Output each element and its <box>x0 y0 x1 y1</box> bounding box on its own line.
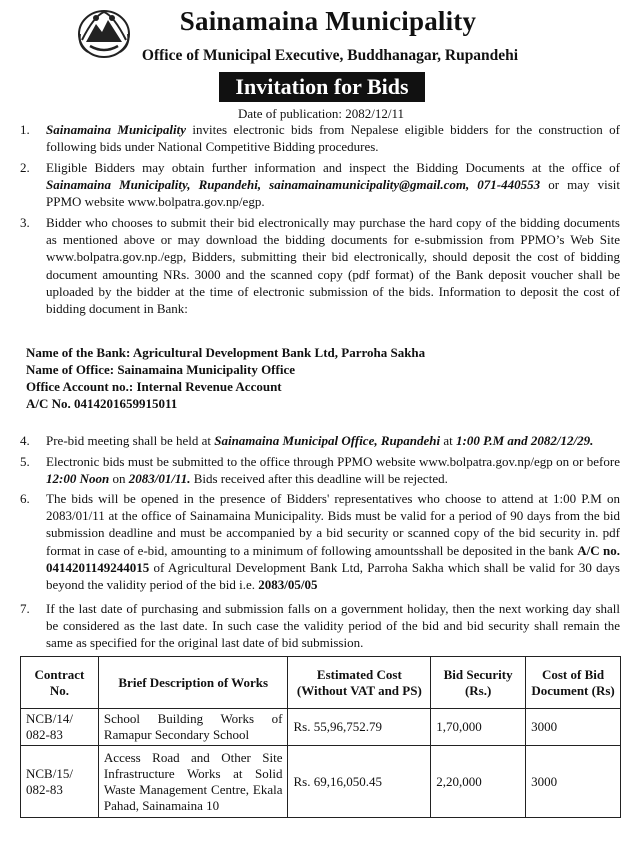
clause-text <box>46 159 620 211</box>
header-contract-no: Contract No. <box>21 657 99 709</box>
table-row <box>21 746 621 818</box>
clause-4 <box>20 432 620 449</box>
cell-contract-no: NCB/15/ 082-83 <box>21 746 99 818</box>
clause-number: 4. <box>20 433 30 448</box>
cell-bid-security: 1,70,000 <box>431 709 526 746</box>
publication-date: Date of publication: 2082/12/11 <box>238 106 404 121</box>
municipality-title: Sainamaina Municipality <box>179 6 477 36</box>
bank-office: Name of Office: Sainamaina Municipality Office <box>26 362 295 377</box>
text-run: Eligible Bidders may obtain further information and inspect the Bidding Documents at the office of <box>46 160 620 175</box>
header-estimated-cost: Estimated Cost (Without VAT and PS) <box>288 657 431 709</box>
table-header-row <box>21 657 621 709</box>
clause-7 <box>20 600 620 652</box>
clause-number: 6. <box>20 491 30 506</box>
clause-6 <box>20 490 620 593</box>
text-run: Sainamaina Municipal Office, Rupandehi <box>214 433 441 448</box>
text-run: at <box>440 433 456 448</box>
cell-contract-no: NCB/14/ 082-83 <box>21 709 99 746</box>
text-run: Bidder who chooses to submit their bid electronically may purchase the hard copy of the bidding documents as mentioned above or may download the bidding documents for e-submission from PPMO’s Web Site www.bolpatra.gov.np./egp, Bidders, submitting their bid electronically, should deposit the cost of bidding document amounting NRs. 3000 and the scanned copy (pdf format) of the Bank deposit voucher shall be uploaded by the bidder at the time of electronic submission of the bids. Information to deposit the cost of bidding document in Bank: <box>46 215 620 317</box>
office-subtitle: Office of Municipal Executive, Buddhanagar, Rupandehi <box>141 47 519 64</box>
cell-description: School Building Works of Ramapur Secondary School <box>98 709 288 746</box>
text-run: If the last date of purchasing and submission falls on a government holiday, then the next working day shall be considered as the last date. In such case the validity period of the bid and bid security shall remain the same as specified for the original last date of bid submission. <box>46 601 620 651</box>
text-run: 2083/01/11. <box>128 471 191 487</box>
text-run: A/C no. 0414201149244015 <box>46 542 620 575</box>
clause-text <box>46 490 620 593</box>
text-run: 1:00 P.M and 2082/12/29. <box>455 433 594 448</box>
table-row <box>21 709 621 746</box>
cell-estimated-cost: Rs. 69,16,050.45 <box>288 746 431 818</box>
clause-5 <box>20 453 620 487</box>
text-run: 12:00 Noon <box>46 471 110 487</box>
text-run: Bids received after this deadline will be rejected. <box>190 471 448 487</box>
invitation-banner: Invitation for Bids <box>219 72 425 102</box>
clause-text <box>46 453 620 487</box>
text-run: Pre-bid meeting shall be held at <box>46 433 215 448</box>
clause-number: 3. <box>20 215 30 230</box>
clause-number: 7. <box>20 601 30 616</box>
text-run: 2083/05/05 <box>258 577 318 593</box>
bank-ac-number: A/C No. 0414201659915011 <box>26 396 178 411</box>
cell-document-cost: 3000 <box>526 709 621 746</box>
bank-account: Office Account no.: Internal Revenue Account <box>26 379 282 394</box>
header-bid-security: Bid Security (Rs.) <box>431 657 526 709</box>
text-run: Electronic bids must be submitted to the office through PPMO website www.bolpatra.gov.np/egp on or before <box>46 454 620 469</box>
text-run: Sainamaina Municipality <box>46 122 187 137</box>
cell-estimated-cost: Rs. 55,96,752.79 <box>288 709 431 746</box>
clause-text <box>46 600 620 652</box>
header-description: Brief Description of Works <box>98 657 288 709</box>
text-run: of Agricultural Development Bank Ltd, Parroha Sakha which shall be valid for 30 days beyond the validity period of the bid i.e. <box>46 559 620 593</box>
clause-text <box>46 214 620 317</box>
bids-table <box>20 656 621 818</box>
clause-1 <box>20 121 620 155</box>
text-run: Sainamaina Municipality, Rupandehi, sainamainamunicipality@gmail.com, 071-440553 <box>46 177 541 193</box>
clause-number: 5. <box>20 454 30 469</box>
clause-number: 1. <box>20 122 30 137</box>
nepal-emblem-icon <box>76 6 132 60</box>
clause-text <box>46 121 620 155</box>
cell-document-cost: 3000 <box>526 746 621 818</box>
bank-name: Name of the Bank: Agricultural Development Bank Ltd, Parroha Sakha <box>26 345 426 360</box>
text-run: or may visit PPMO website www.bolpatra.gov.np/egp. <box>46 177 621 210</box>
cell-bid-security: 2,20,000 <box>431 746 526 818</box>
clause-number: 2. <box>20 160 30 175</box>
clause-3 <box>20 214 620 317</box>
clause-text <box>46 432 620 449</box>
cell-description: Access Road and Other Site Infrastructure Works at Solid Waste Management Centre, Ekala Pahad, Sainamaina 10 <box>98 746 288 818</box>
text-run: invites electronic bids from Nepalese eligible bidders for the construction of following bids under National Competitive Bidding procedures. <box>46 122 620 155</box>
header-document-cost: Cost of Bid Document (Rs) <box>526 657 621 709</box>
text-run: The bids will be opened in the presence of Bidders' representatives who choose to attend at 1:00 P.M on 2083/01/11 at the office of Sainamaina Municipality. Bids must be valid for a period of 90 days from the bid submission deadline and must be accompanied by a bid security or scanned copy of the bid security in. pdf format in case of e-bid, amounting to a minimum of following amountsshall be deposited in the bank <box>46 491 620 558</box>
text-run: on <box>109 471 129 487</box>
clause-2 <box>20 159 620 211</box>
